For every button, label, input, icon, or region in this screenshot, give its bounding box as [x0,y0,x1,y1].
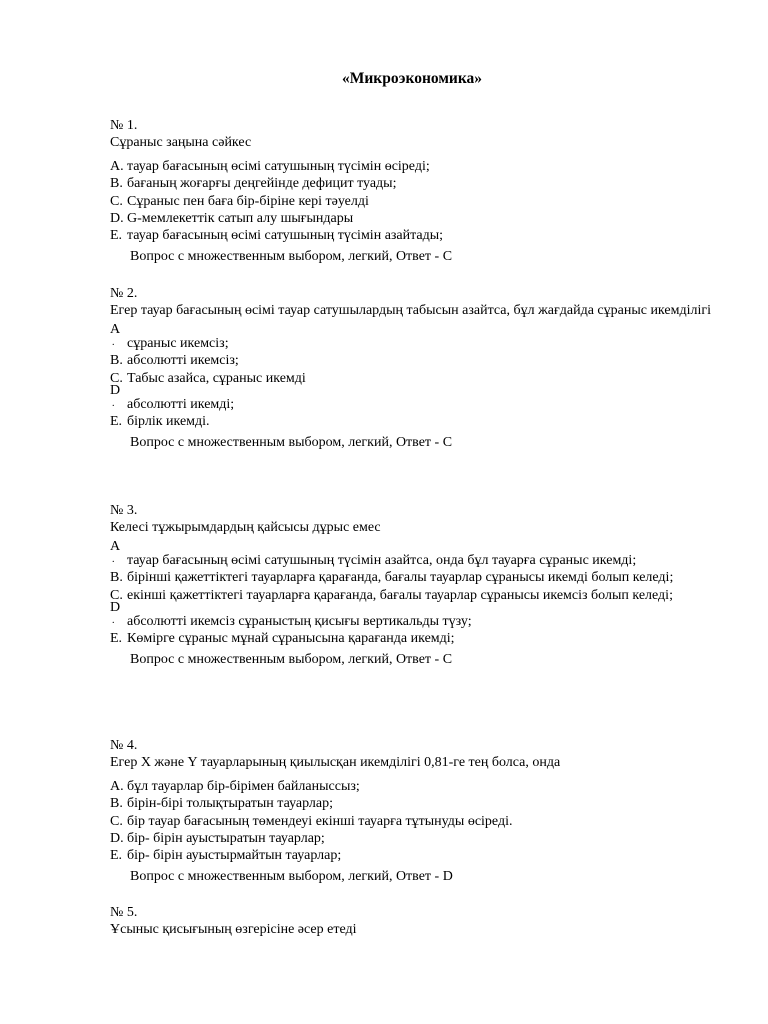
option-text: абсолютті икемсіз сұраныстың қисығы вертикальды түзу; [127,613,472,629]
option-letter: B. [110,176,123,192]
option-text: бір тауар бағасының төмендеуі екінші тауарға тұтынуды өсіреді. [127,813,513,829]
question-number: № 1. [110,118,138,133]
question-2 [110,285,720,452]
option-text: сұраныс икемсіз; [127,336,229,351]
question-number: № 4. [110,738,138,753]
option-b [110,175,720,192]
option-text: бұл тауарлар бір-бірімен байланыссыз; [127,779,360,794]
option-letter: D. [110,210,124,226]
option-text: Көмірге сұраныс мұнай сұранысына қарағанда икемді; [127,631,455,647]
option-letter: E. [110,228,123,244]
question-5 [110,904,720,938]
option-text: абсолютті икемді; [127,396,235,412]
option-list [110,539,720,647]
option-c [110,370,720,387]
option-letter: E. [110,414,123,430]
option-b [110,352,720,369]
option-e [110,227,720,244]
option-a [110,158,720,175]
option-letter: B. [110,796,123,812]
option-e [110,630,720,647]
option-text: G-мемлекеттік сатып алу шығындары [127,210,354,226]
option-text: Сұраныс пен баға бір-біріне кері тәуелді [127,193,369,209]
option-letter: D. [110,830,124,846]
option-letter: E. [110,631,123,647]
option-letter-dot: . [112,554,115,565]
option-b [110,569,720,586]
option-text: тауар бағасының өсімі сатушының түсімін азайтады; [127,228,444,244]
document-title: «Микроэкономика» [341,70,483,87]
question-text: Егер X және Y тауарларының қиылысқан икемділігі 0,81-ге тең болса, онда [110,755,561,770]
option-a [110,539,720,569]
option-letter: D [110,599,121,615]
option-letter: B. [110,570,123,586]
option-b [110,795,720,812]
option-e [110,847,720,864]
option-text: бағаның жоғарғы деңгейінде дефицит туады; [127,176,397,192]
question-meta: Вопрос с множественным выбором, легкий, Ответ - D [130,869,453,885]
option-letter: E. [110,848,123,864]
option-letter: D [110,382,121,398]
question-number: № 3. [110,503,138,518]
question-text: Егер тауар бағасының өсімі тауар сатушылардың табысын азайтса, бұл жағдайда сұраныс икемділігі [110,303,711,318]
option-c [110,193,720,210]
question-4 [110,737,720,886]
option-letter: C. [110,587,123,603]
option-e [110,413,720,430]
option-letter: C. [110,813,123,829]
option-a [110,322,720,352]
option-list [110,778,720,864]
option-list [110,158,720,244]
option-letter-dot: . [112,337,115,348]
option-text: тауар бағасының өсімі сатушының түсімін өсіреді; [127,159,430,174]
option-letter: A [110,539,121,554]
option-text: бірлік икемді. [127,414,210,430]
option-letter: B. [110,353,123,369]
question-text: Сұраныс заңына сәйкес [110,135,252,150]
option-letter-dot: . [112,614,115,626]
question-text: Ұсыныс қисығының өзгерісіне әсер етеді [110,922,357,937]
question-meta: Вопрос с множественным выбором, легкий, Ответ - C [130,435,453,451]
option-letter: A. [110,159,124,174]
option-letter: C. [110,193,123,209]
question-1 [110,117,720,266]
question-meta: Вопрос с множественным выбором, легкий, Ответ - C [130,249,453,265]
option-c [110,587,720,604]
question-number: № 2. [110,286,138,301]
option-d [110,382,720,413]
option-d [110,830,720,847]
option-d [110,210,720,227]
option-letter: A [110,322,121,337]
option-c [110,813,720,830]
option-text: бірін-бірі толықтыратын тауарлар; [127,796,334,812]
question-meta: Вопрос с множественным выбором, легкий, Ответ - C [130,652,453,668]
option-a [110,778,720,795]
option-text: тауар бағасының өсімі сатушының түсімін азайтса, онда бұл тауарға сұраныс икемді; [127,553,637,568]
option-list [110,322,720,430]
question-text: Келесі тұжырымдардың қайсысы дұрыс емес [110,520,381,535]
question-3 [110,502,720,669]
option-text: екінші қажеттіктегі тауарларға қарағанда, бағалы тауарлар сұранысы икемсіз болып келеді; [127,587,673,603]
option-text: Табыс азайса, сұраныс икемді [127,370,306,386]
option-letter: C. [110,370,123,386]
option-text: бір- бірін ауыстырмайтын тауарлар; [127,848,342,864]
option-text: бірінші қажеттіктегі тауарларға қарағанда, бағалы тауарлар сұранысы икемді болып келеді; [127,570,674,586]
option-d [110,599,720,630]
option-letter-dot: . [112,397,115,409]
option-letter: A. [110,779,124,794]
option-text: бір- бірін ауыстыратын тауарлар; [127,830,325,846]
option-text: абсолютті икемсіз; [127,353,239,369]
question-number: № 5. [110,905,138,920]
